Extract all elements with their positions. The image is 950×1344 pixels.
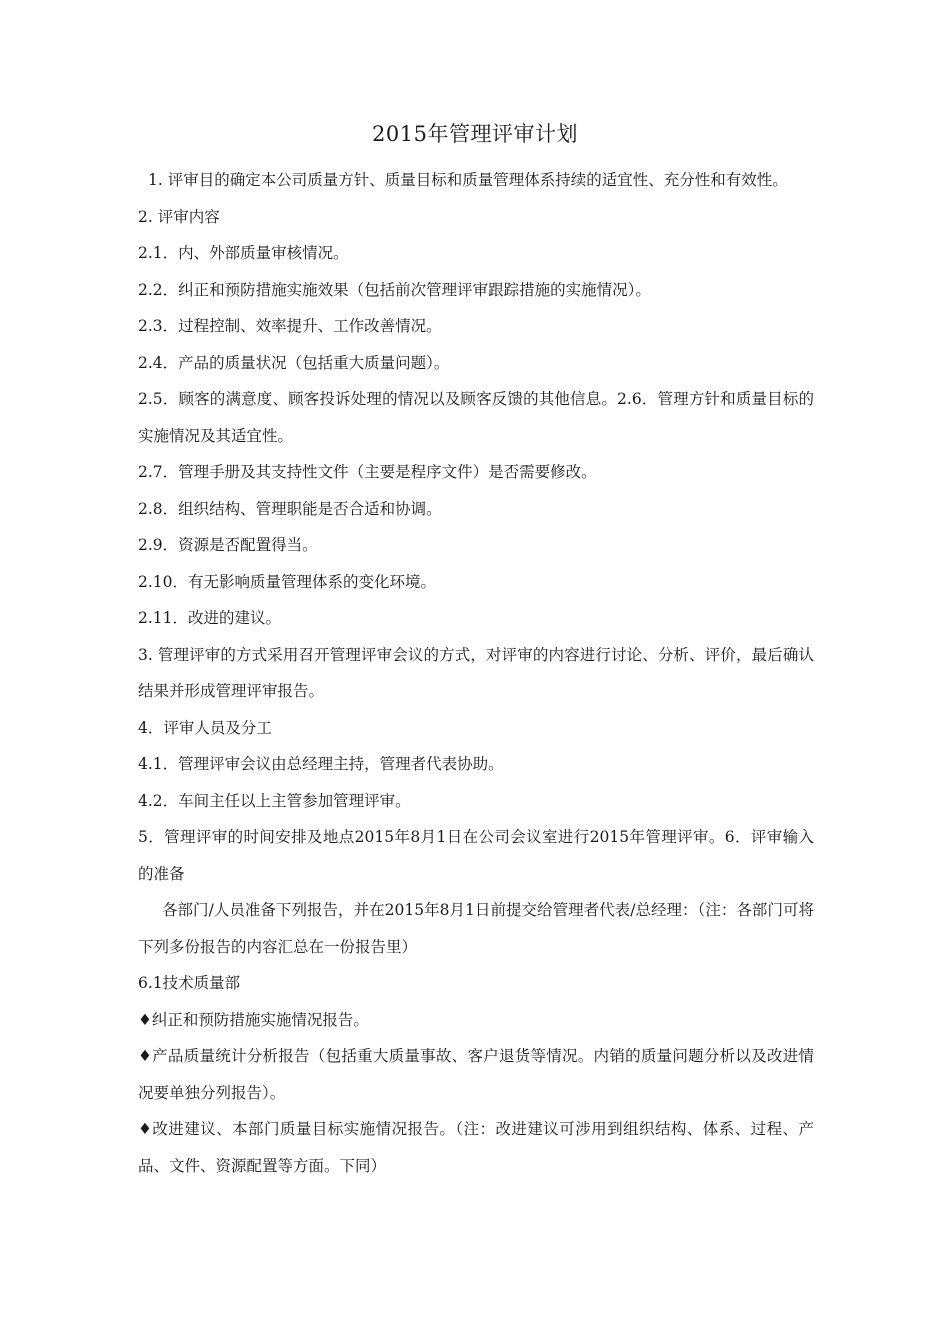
list-item-2-10: 2.10．有无影响质量管理体系的变化环境。 [138,572,437,591]
paragraph-schedule: 5．管理评审的时间安排及地点2015年8月1日在公司会议室进行2015年管理评审。6．评审输入的准备 [138,828,814,883]
bullet-item-corrective: ♦纠正和预防措施实施情况报告。 [138,1010,369,1029]
list-item-2-2: 2.2．纠正和预防措施实施效果（包括前次管理评审跟踪措施的实施情况）。 [138,280,651,299]
list-item-4-1: 4.1．管理评审会议由总经理主持，管理者代表协助。 [138,755,504,773]
list-item-2-1: 2.1．内、外部质量审核情况。 [138,244,349,262]
list-item-2-9: 2.9．资源是否配置得当。 [138,536,318,554]
heading-review-staff: 4．评审人员及分工 [138,718,272,737]
paragraph-review-purpose: 1. 评审目的确定本公司质量方针、质量目标和质量管理体系持续的适宜性、充分性和有效性。 [148,171,788,189]
heading-tech-quality-dept: 6.1技术质量部 [138,974,241,992]
list-item-2-7: 2.7．管理手册及其支持性文件（主要是程序文件）是否需要修改。 [138,463,597,481]
list-item-2-5: 2.5．顾客的满意度、顾客投诉处理的情况以及顾客反馈的其他信息。2.6．管理方针和质量目标的实施情况及其适宜性。 [138,390,814,445]
list-item-2-11: 2.11．改进的建议。 [138,609,282,627]
bullet-item-quality-stats: ♦产品质量统计分析报告（包括重大质量事故、客户退货等情况。内销的质量问题分析以及改进情况要单独分列报告）。 [138,1047,814,1102]
list-item-2-4: 2.4．产品的质量状况（包括重大质量问题）。 [138,353,450,372]
heading-review-content: 2. 评审内容 [138,207,220,226]
bullet-item-improvement: ♦改进建议、本部门质量目标实施情况报告。（注：改进建议可涉用到组织结构、体系、过程、产品、文件、资源配置等方面。下同） [138,1120,814,1175]
list-item-2-3: 2.3．过程控制、效率提升、工作改善情况。 [138,317,442,335]
document-body [138,162,814,1184]
document-title: 2015年管理评审计划 [372,122,578,146]
list-item-4-2: 4.2．车间主任以上主管参加管理评审。 [138,791,411,810]
paragraph-review-method: 3. 管理评审的方式采用召开管理评审会议的方式，对评审的内容进行讨论、分析、评价，最后确认结果并形成管理评审报告。 [138,645,814,700]
paragraph-report-prep: 各部门/人员准备下列报告，并在2015年8月1日前提交给管理者代表/总经理：（注：各部门可将下列多份报告的内容汇总在一份报告里） [138,901,814,956]
list-item-2-8: 2.8．组织结构、管理职能是否合适和协调。 [138,499,442,518]
